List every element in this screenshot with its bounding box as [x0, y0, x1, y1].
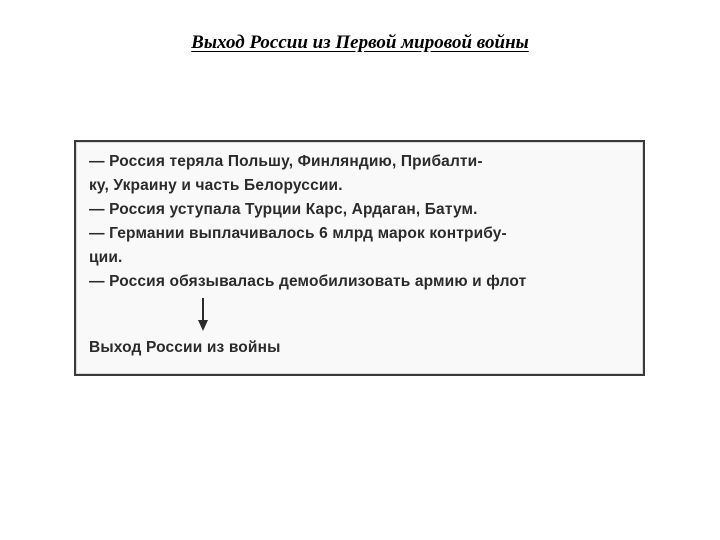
- treaty-line-2: ку, Украину и часть Белоруссии.: [89, 177, 343, 194]
- scanned-text-box: [74, 140, 645, 376]
- treaty-line-6: — Россия обязывалась демобилизовать армию и флот: [89, 273, 527, 290]
- arrow-down-icon: [197, 294, 209, 334]
- treaty-line-5: ции.: [89, 249, 123, 266]
- treaty-line-3: — Россия уступала Турции Карс, Ардаган, Батум.: [89, 201, 478, 218]
- slide-title: Выход России из Первой мировой войны: [191, 32, 529, 53]
- treaty-line-4: — Германии выплачивалось 6 млрд марок контрибу-: [89, 225, 507, 242]
- treaty-line-1: — Россия теряла Польшу, Финляндию, Прибалти-: [89, 153, 483, 170]
- conclusion-text: Выход России из войны: [89, 339, 281, 356]
